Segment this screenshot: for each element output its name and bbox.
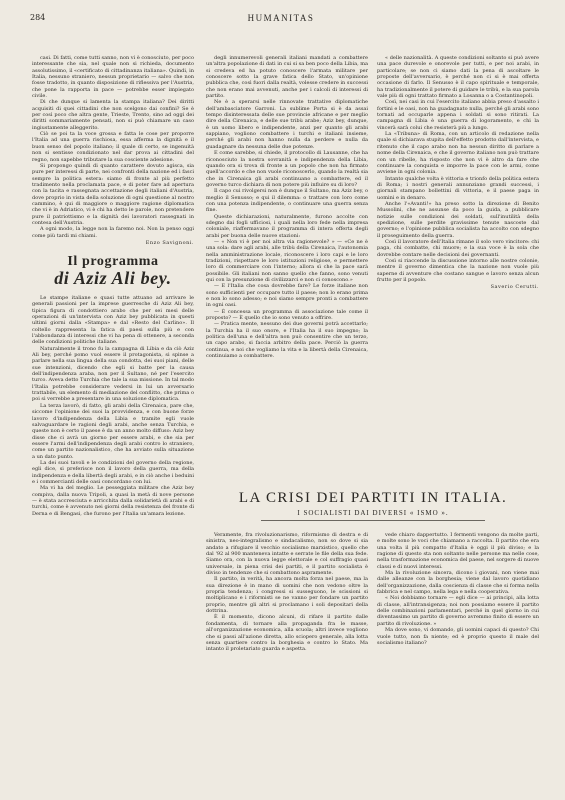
paragraph: Di che dunque si lamenta la stampa italiana? Dei diritti acquisiti di quei cittadini che non scelgono dai confini? Se è per così poco che altra gente, Trieste, Trento, sino ad oggi dei diritti sommariamente pensati, non si può chiamare un caso ingiustamente alleggerito. [32,99,194,131]
paragraph: Ma vi ha del meglio. Le pesseggiata militare che Aziz bey compiva, dalla nuova Tripoli, a quasi la metà di nove persone — è stata accresciuta e arricchita dalla solidarietà di arabi e di turchi, come è avvenuto nei giorni della resistenza del fronte di Derna e di Bengasi, che furono per l'Italia un'amara lezione. [32,485,194,517]
paragraph: Naturalmente il trono fu la campagna di Libia e da ciò Aziz Ali bey, perché pomo vuol essere il protagonista, si spinse a parlare nella sua lingua della sua condotta, dei suoi piani, delle sue intenzioni, dicendo che egli si batte per la causa dell'indipendenza araba, non per il Sultano, né per l'esercito turco. Aveva detto Turchia che tale la sua missione. In tal modo l'Italia potrebbe considerare vedersi in lui un avversario trattabile, un elemento di mediazione del conflitto, che prima o poi si verrebbe a presentare in una soluzione diplomatica. [32,345,194,403]
article-title: LA CRISI DEI PARTITI IN ITALIA. [238,490,508,506]
paragraph: casi. Di fatti, come tutti sanno, non vi è conosciuto, per poco interessante che sia, nel quale non si richieda, documento assolutissimo, il «certificato di cittadinanza italiana». Quindi, in Italia, nessuno straniero, nessun proprietario — salvo che non fosse tradotto, in quanto disposizione di riflessiva per l'Austria, che pone la rapporta in pace — potrebbe esser impiegato civile. [32,55,194,100]
article-2-column-2 [377,532,539,777]
paragraph: « delle nazionalità. A queste condizioni soltanto si può avere una pace durevole e onorevole per tutti, e per noi arabi, in particolare; se non ci siamo dati la pena di ascoltare le proposte dell'avversario, è perché non ci si è mai offerta occasione di farlo. Il Senusso è il capo spirituale e temporale, ha tradizionalmente il potere di guidare le tribù, e la sua parola vale più di ogni trattato firmato a Losanna o a Costantinopoli. [377,55,539,100]
paragraph: La «Tribuna» di Roma, con un articolo di redazione nella quale si dichiarava stupita dell'effetto prodotto dall'intervista, e ritenuto che il capo arabo non ha nessun diritto di parlare a nome della Cirenaica, e che il governo italiano non può trattare con un ribelle, ha risposto che non vi è altro da fare che continuare la conquista e imporre la pace con le armi, come avviene in ogni colonia. [377,131,539,176]
paragraph: Intanto qualche volta è vittoria e trionfo della politica estera di Roma; i nostri generali annunziano grandi successi, i giornali stampano bollettini di vittoria, e il paese paga in uomini e in denaro. [377,175,539,201]
paragraph: vede chiaro dappertutto. I fermenti vengono da molte parti, e molte sono le voci che chiamano a raccolta. Il partito che era una volta il più compatto d'Italia è oggi il più diviso; e la ragione di questo sta non soltanto nelle persone ma nelle cose, nella trasformazione economica del paese, nel sorgere di nuove classi e di nuovi interessi. [377,532,539,570]
paragraph: Si propongo quindi di quanto carattere dovuto agisca, sia pure per interessi di parte, nei confronti della nazione ed i fasci sempre la politica estera: siamo di fronte al più perfetto tradimento nella proclamata pace, e di poter fare ad apertura con la tacita e rassegnata accettazione degli italiani d'Austria, dove proprio in vista della soluzione di ogni questione al nostro cammino, è qui di maggiore o maggiore ragione diplomatica che vi è in Adriatico, vi è chi ha detto le parole, non pretendere pure il patriottismo e la dignità dei lavoratori rassegnati in contesa dell'Austria. [32,162,194,226]
paragraph: degli innumerevoli generali italiani mandati a combattere un'altra popolazione di dati in cui si sa ben poco della Libia, ma si credeva ed ha potuto conoscere l'armata militare per conoscere sotto la grave fatica dello Stato, un'opinione pubblica che, così fuori dalla realtà, volesse credere in successi che non erano mai avvenuti, anche per i calcoli di interessi di partito. [206,55,368,100]
paragraph: Così si riaccende la discussione intorno alle nostre colonie, mentre il governo dimentica che la nazione non vuole più saperne di avventure che costano sangue e lavoro senza alcun frutto per il popolo. [377,258,539,284]
author-signature: Saverio Cerutti. [490,284,539,291]
paragraph: — « Non vi è per noi altra via ragionevole? » — «Ce ne è una sola: dare agli arabi, alle tribù della Cirenaica, l'autonomia nella amministrazione locale, riconoscere i loro capi e le loro tradizioni, rispettare le loro istituzioni religiose, e permettere loro di commerciare con l'interno; allora sì che la pace sarà possibile. Gli italiani non sanno quello che fanno, sono venuti qui con la presunzione di civilizzarci e non ci conoscono.» [206,238,368,284]
paragraph: È il momento, dicono alcuni, di rifare il partito dalle fondamenta, di tornare alla propaganda fra le masse, all'organizzazione economica, alla scuola; altri invece vogliono che si passi all'azione diretta, allo sciopero generale, alla lotta senza quartiere contro la borghesia e contro lo Stato. Ma intanto il proletariato guarda e aspetta. [206,614,368,653]
page-header [30,13,532,25]
paragraph: Ne è a sperarsi nelle rinnovate trattative diplomatiche dell'ambasciatore Garroni. La sublime Porta si è da assai tempo disinteressata delle sue provincie africane e per meglio dire della Cirenaica, e delle sue tribù arabe; Aziz bey, dunque, è un uomo libero e indipendente, anzi per quanto gli arabi sappiano, vogliono combattere i turchi e italiani insieme, perché gli arabi non hanno nulla da perdere e nulla da guadagnare da nessuna delle due potenze. [206,99,368,150]
heading-rule [261,520,485,521]
article-title-line-1: Il programma [67,253,159,269]
page-number: 284 [30,13,46,22]
article-subtitle: I SOCIALISTI DAI DIVERSI « ISMO ». [297,509,449,517]
paragraph: « Noi dobbiamo tornare — egli dice — ai principi, alla lotta di classe, all'intransigenza; noi non possiamo essere il partito delle combinazioni parlamentari, perché in quel giorno in cui diventassimo un partito di governo avremmo finito di essere un partito di rivoluzione. » [377,595,539,627]
article-heading [206,490,540,521]
column-1 [32,55,194,777]
paragraph: Ma dove sono, vi domando, gli uomini capaci di questo? Chi vuole tutto, non fa niente; ed è proprio questo il male del socialismo italiano? [377,627,539,646]
paragraph: Queste dichiarazioni, naturalmente, furono accolte con sdegno dai fogli ufficiosi, i quali nella loro fede nella impresa coloniale, riaffermavano il programma di intera offerta degli arabi per buona delle nuove stazioni: [206,213,368,239]
paragraph: La dei suoi tavoli e le condizioni del governo della regione, egli dice, si preferisce non il lavoro della guerra, ma della indipendenza e della libertà degli arabi, e in ciò anche i beduini e i commercianti delle oasi concordano con lui. [32,459,194,485]
paragraph: Il partito, in verità, ha ancora molta forza nel paese, ma la sua direzione è in mano di uomini che non vedono oltre la propria tendenza; i congressi si susseguono, le scissioni si moltiplicano e i riformisti se ne vanno per fondare un partito proprio, mentre gli altri si proclamano i soli depositari della dottrina. [206,576,368,615]
column-3 [377,55,539,485]
paragraph: Ciò se poi ta la voce grossa e fatta le cose per proporre l'Italia ad una guerra rischiosa, essa afferma la dignità e il buon senso del popolo italiano; il quale di certo, se ingenuità non si sentisse condizionato nel dar prova ai cittadini del regno, non sapebbe tributare la sua cosciente adesione. [32,131,194,163]
paragraph: Ma la rivoluzione sincera, dicono i giovani, non viene mai dalle alleanze con la borghesia; viene dal lavoro quotidiano dell'organizzazione, dalla coscienza di classe che si forma nella fabbrica e nel campo, nella lega e nella cooperativa. [377,570,539,596]
paragraph: — Pratica mente, nessuno dei due governi potrà accettarlo; la Turchia ha il suo onore, e l'Italia ha il suo impegno; la politica dell'una e dell'altra non può consentire che un terzo, un capo arabo, si faccia arbitro della pace. Perciò la guerra continua, e noi che vogliamo la vita e la libertà della Cirenaica, continuiamo a combattere. [206,321,368,360]
paragraph: Le stampe italiane e quasi tutte attuano ad arrivare le generali passioni per la imprese guerresche di Aziz Ali bey, tipica figura di condottiero arabo che per sei mesi delle operazioni di un'intervista con Aziz bey pubblicata in questi ultimi giorni dalla «Stampa» e dal «Resto del Carlino». Il coltello rappresenta la fatica di paesi sulla più e con l'abbondanza di interessi che vi ha pena di ottenere, a seconda delle condizioni politiche italiane. [32,294,194,346]
author-signature: Enzo Savignoni. [145,239,194,246]
paragraph: E come sarebbe, si chiede, il protocollo di Lausanne, che ha riconosciuto la nostra sovranità e indipendenza della Libia, quando ora si trova di fronte a un popolo che non ha firmato quell'accordo e che non vuole riconoscerlo, quando la realtà sia che in Cirenaica gli arabi continuano a combattere, ed il governo turco dichiara di non potere più influire su di loro? [206,150,368,188]
article-2-column-1 [206,532,368,777]
paragraph: Così, nei casi in cui l'esercito italiano abbia preso d'assalto i fortini e le oasi, non ha guadagnato nulla, perché gli arabi sono tornati ad occuparle appena i soldati si sono ritirati. La campagna di Libia è una guerra di logoramento, e chi la vincerà sarà colui che resisterà più a lungo. [377,99,539,131]
paragraph: A ogni modo, la legge non la faremo noi. Non la penso oggi come più tardi mi chiami. [32,226,194,239]
paragraph: — È concessa un programma di associazione tale come il proposto? — È quello che io sono venuto a offrire. [206,308,368,322]
publication-title: HUMANITAS [247,13,315,23]
paragraph: Anche l'«Avanti!» ha preso sotto la direzione di Benito Mussolini, che ne assunse da poco la guida, a pubblicare notizie sulle condizioni dei soldati, sull'inutilità della spedizione, sulle perdite gravissime tenute nascoste dal governo; e l'opinione pubblica socialista ha accolto con sdegno il proseguimento della guerra. [377,200,539,239]
paragraph: Veramente, fra rivoluzionarismo, riformismo di destra e di sinistra, neo-integralismo e sindacalismo, non so dove si sia andato a rifugiare il vecchio socialismo marxistico, quello che dal '92 al 900 manteneva intatte e serrate le file della sua fede. Siamo ora, con la nuova legge elettorale e col suffragio quasi universale, in piena crisi dei partiti, e il partito socialista è diviso in tendenze che si combattono aspramente. [206,532,368,577]
paragraph: Il capo cui rivolgersi non è dunque il Sultano, ma Aziz bey, o meglio il Senusso; e qui il dilemma: o trattare con loro come con una potenza indipendente, o continuare una guerra senza fine. [206,188,368,214]
column-2 [206,55,368,485]
paragraph: — E l'Italia che cosa dovrebbe fare? Le forze italiane non sono sufficienti per occupare tutto il paese; non lo erano prima e non lo sono adesso; e noi siamo sempre pronti a combattere in ogni oasi. [206,283,368,309]
paragraph: La terza lavorò, di fatto, gli arabi della Cirenaica, pare che, siccome l'opinione dei suoi la provvidenza, e con buone forze lavoro d'indipendenza della Libia e tramite egli vuole salvaguardare le ragioni degli arabi, anche senza Turchia, e queste non è certo il paese è da un anno molto diffuso: Aziz bey disse che ci avrà un giorno per essere arabi, e che sia per essere l'armi dell'indipendenza degli arabi contro lo straniero, come un partito nazionalistico, che ha avviato sulla situazione a un dato punto. [32,402,194,460]
article-title-line-2: di Aziz Ali bey. [54,267,172,288]
paragraph: Così il lavoratore dell'Italia rimane il solo vero vincitore: chi paga, chi combatte, chi muore; e la sua voce è la sola che dovrebbe contare nelle decisioni dei governanti. [377,238,539,258]
